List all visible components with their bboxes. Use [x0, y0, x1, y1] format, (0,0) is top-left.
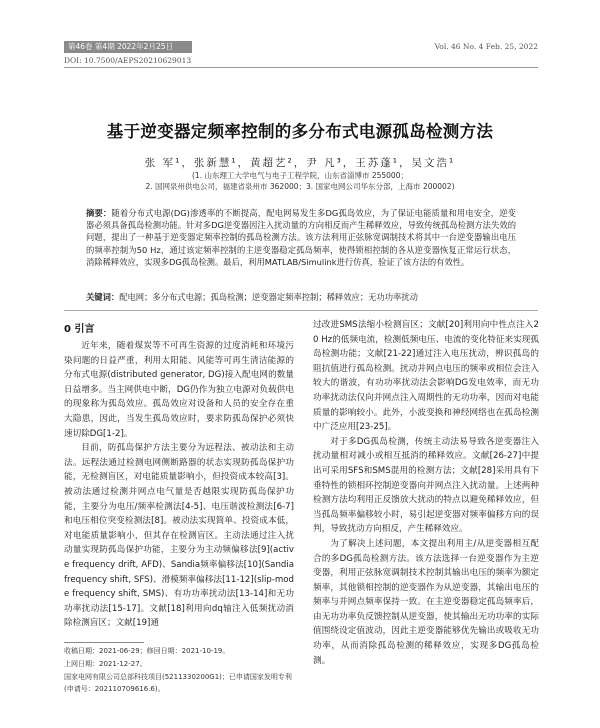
body-paragraph: 过改进SMS法缩小检测盲区；文献[20]利用向中性点注入20 Hz的低频电流，检测低频电压、电流的变化特征来实现孤岛检测功能；文献[21-22]通过注入电压扰动，辨识孤岛的阻抗值进行孤岛检测。扰动并网点电压的频率或相位会注入较大的谐波，有功功率扰动法会影响DG发电效率，而无功功率扰动法仅向并网点注入周期性的无功功率，因而对电能质量的影响较小。此外，小波变换和神经网络也在孤岛检测中广泛应用[23-25]。: [313, 320, 539, 433]
footnote-online-date: 上网日期：2021-12-27。: [64, 660, 147, 668]
keywords-divider: [64, 310, 538, 311]
body-paragraph: 为了解决上述问题，本文提出利用主/从逆变器相互配合的多DG孤岛检测方法。该方法选择一台逆变器作为主逆变器，利用正弦脉宽调制技术控制其输出电压的频率为额定频率，其他锁相控制的逆变器作为从逆变器，其输出电压的频率与并网点频率保持一致。在主逆变器稳定孤岛频率后，由无功功率负反馈控制从逆变器，使其输出无功功率的实际值围绕设定值波动，因此主逆变器能够优先输出或吸收无功功率，从而消除孤岛检测的稀释效应，实现多DG孤岛检测。: [313, 538, 539, 666]
keywords-label: 关键词：: [86, 292, 120, 302]
body-paragraph: 对于多DG孤岛检测，传统主动法易导致各逆变器注入扰动量相对减小或相互抵消的稀释效应。文献[26-27]中提出可采用SFS和SMS混用的检测方法；文献[28]采用具有下垂特性的锁相环控制逆变器向并网点注入扰动量。上述两种检测方法均利用正反馈放大扰动的特点以避免稀释效应，但当孤岛频率偏移较小时，易引起逆变器对频率偏移方向的误判，导致扰动方向相反，产生稀释效应。: [313, 436, 539, 535]
body-paragraph: 近年来，随着煤炭等不可再生资源的过度消耗和环境污染问题的日益严重，利用太阳能、风能等可再生清洁能源的分布式电源(distributed generator, DG)接入配电网的数量日益增多。当主网供电中断，DG仍作为独立电源对负载供电的现象称为孤岛效应。孤岛效应对设备和人员的安全存在重大隐患，因此，当发生孤岛效应时，要求防孤岛保护必须快速切除DG[1-2]。: [64, 341, 294, 439]
abstract-label: 摘要：: [86, 208, 112, 218]
journal-issue-banner: 第46卷 第4期 2022年2月25日: [64, 41, 192, 53]
doi-line[interactable]: DOI: 10.7500/AEPS20210629013: [64, 56, 192, 65]
keywords-text: 配电网；多分布式电源；孤岛检测；逆变器定频率控制；稀释效应；无功功率扰动: [119, 292, 418, 302]
section-heading-introduction: 0 引言: [64, 324, 95, 335]
paper-title: 基于逆变器定频率控制的多分布式电源孤岛检测方法: [106, 122, 494, 141]
abstract-block: [86, 207, 516, 268]
keywords-block: [86, 291, 516, 303]
abstract-text: 随着分布式电源(DG)渗透率的不断提高，配电网易发生多DG孤岛效应，为了保证电能质量和用电安全，逆变器必须具备孤岛检测功能。针对多DG逆变器因注入扰动量的方向相反而产生稀释效应，导致传统孤岛检测方法失效的问题，提出了一种基于逆变器定频率控制的孤岛检测方法。该方法利用正弦脉宽调制技术将其中一台逆变器输出电压的频率控制为50 Hz，通过该定频率控制的主逆变器稳定孤岛频率，使得锁相控制的各从逆变器恢复正常运行状态，消除稀释效应，实现多DG孤岛检测。最后，利用MATLAB/Simulink进行仿真，验证了该方法的有效性。: [86, 208, 516, 267]
left-column: [64, 339, 294, 631]
right-column: [313, 318, 539, 668]
affiliation-line-1: (1. 山东理工大学电气与电子工程学院，山东省淄博市 255000；: [192, 171, 408, 180]
author-list: 张 军¹，张新慧¹，黄超艺²，尹 凡³，王苏蓬¹，吴文浩¹: [144, 157, 456, 169]
footnote-received-date: 收稿日期：2021-06-29；修回日期：2021-10-19。: [64, 647, 230, 655]
affiliation-line-2: 2. 国网泉州供电公司，福建省泉州市 362000；3. 国家电网公司华东分部，上海市 200002): [145, 182, 455, 191]
footnote-funding: 国家电网有限公司总部科技项目(5211330200G1)；已申请国家发明专利(申请号：202110709616.6)。: [64, 673, 292, 693]
journal-issue-english: Vol. 46 No. 4 Feb. 25, 2022: [434, 42, 538, 51]
body-paragraph: 目前，防孤岛保护方法主要分为远程法、被动法和主动法。远程法通过检测电网侧断路器的状态实现防孤岛保护功能，无检测盲区，对电能质量影响小，但投资成本较高[3]。被动法通过检测并网点电气量是否越限实现防孤岛保护功能，主要分为电压/频率检测法[4-5]、电压谐波检测法[6-7]和电压相位突变检测法[8]。被动法实现简单、投资成本低，对电能质量影响小，但其存在检测盲区。主动法通过注入扰动量实现防孤岛保护功能，主要分为主动频偏移法[9](active frequency drift, AFD)、Sandia频率偏移法[10](Sandia frequency shift, SFS)、滑模频率偏移法[11-12](slip-mode frequency shift, SMS)、有功功率扰动法[13-14]和无功功率扰动法[15-17]。文献[18]利用向dq轴注入低频扰动消除检测盲区；文献[19]通: [64, 443, 294, 629]
header-divider: [64, 67, 538, 68]
footnote-divider: [64, 642, 144, 643]
